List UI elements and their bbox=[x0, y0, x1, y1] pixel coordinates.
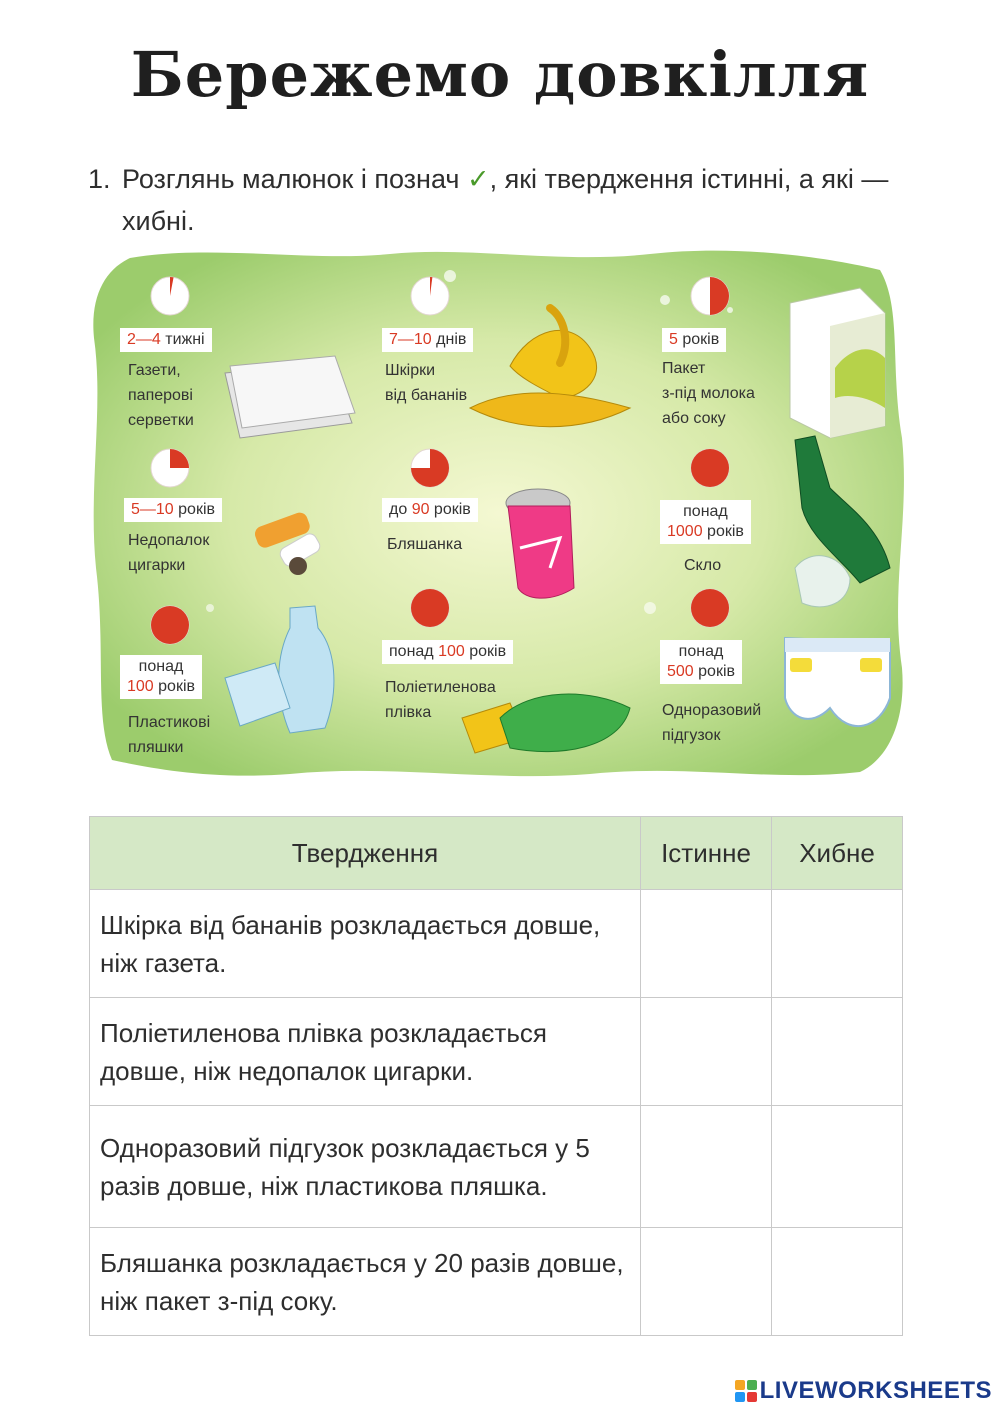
header-true: Істинне bbox=[641, 817, 772, 890]
diaper-icon bbox=[785, 638, 890, 726]
true-answer-cell[interactable] bbox=[641, 998, 772, 1106]
pie-fill bbox=[151, 606, 189, 644]
table-row bbox=[90, 890, 903, 998]
pie-fill bbox=[691, 449, 729, 487]
table-header-row bbox=[90, 817, 903, 890]
decomposition-pie bbox=[151, 449, 189, 487]
time-badge: понад 500 років bbox=[660, 640, 742, 684]
milk-carton-icon bbox=[790, 288, 885, 438]
decomposition-pie bbox=[411, 449, 449, 487]
true-answer-cell[interactable] bbox=[641, 890, 772, 998]
decomposition-pie bbox=[151, 606, 189, 644]
decomposition-pie bbox=[151, 277, 189, 315]
time-badge: 2—4 тижні bbox=[120, 328, 212, 352]
statement-text: Одноразовий підгузок розкладається у 5 разів довше, ніж пластикова пляшка. bbox=[90, 1106, 641, 1228]
statements-table bbox=[89, 816, 903, 1336]
false-answer-cell[interactable] bbox=[772, 1106, 903, 1228]
statement-text: Поліетиленова плівка розкладається довше, ніж недопалок цигарки. bbox=[90, 998, 641, 1106]
decomposition-pie bbox=[691, 589, 729, 627]
newspaper-icon bbox=[225, 356, 355, 438]
item-label: Шкірки від бананів bbox=[385, 362, 468, 404]
item-label: Пластикові пляшки bbox=[128, 714, 211, 756]
item-label: Скло bbox=[684, 557, 722, 574]
item-label: Одноразовий підгузок bbox=[662, 702, 762, 744]
logo-blocks-icon bbox=[735, 1380, 757, 1402]
table-row bbox=[90, 1228, 903, 1336]
header-false: Хибне bbox=[772, 817, 903, 890]
page-title: Бережемо довкілля bbox=[130, 38, 870, 111]
time-badge: 5—10 років bbox=[124, 498, 222, 522]
item-label: Недопалок цигарки bbox=[128, 532, 210, 574]
item-label: Поліетиленова плівка bbox=[385, 679, 496, 721]
task-instruction bbox=[88, 158, 918, 242]
true-answer-cell[interactable] bbox=[641, 1228, 772, 1336]
time-badge: 5 років bbox=[662, 328, 726, 352]
item-label: Газети, паперові серветки bbox=[128, 362, 194, 429]
statement-text: Бляшанка розкладається у 20 разів довше, ніж пакет з-під соку. bbox=[90, 1228, 641, 1336]
task-number: 1. bbox=[88, 164, 111, 194]
time-badge: понад 100 років bbox=[120, 655, 202, 699]
time-badge: до 90 років bbox=[382, 498, 478, 522]
pie-fill bbox=[691, 589, 729, 627]
liveworksheets-logo bbox=[735, 1376, 992, 1406]
decomposition-poster bbox=[90, 248, 905, 778]
decomposition-pie bbox=[691, 449, 729, 487]
decomposition-pie bbox=[691, 277, 729, 315]
false-answer-cell[interactable] bbox=[772, 1228, 903, 1336]
pie-fill bbox=[411, 589, 449, 627]
table-row bbox=[90, 1106, 903, 1228]
statement-text: Шкірка від бананів розкладається довше, ніж газета. bbox=[90, 890, 641, 998]
time-badge: понад 1000 років bbox=[660, 500, 751, 544]
item-label: Бляшанка bbox=[387, 536, 463, 553]
logo-text: LIVEWORKSHEETS bbox=[759, 1377, 992, 1404]
table-row bbox=[90, 998, 903, 1106]
header-statement: Твердження bbox=[90, 817, 641, 890]
checkmark-icon: ✓ bbox=[466, 164, 490, 194]
false-answer-cell[interactable] bbox=[772, 998, 903, 1106]
item-label: Пакет з-під молока або соку bbox=[662, 360, 755, 427]
decomposition-pie bbox=[411, 589, 449, 627]
time-badge: 7—10 днів bbox=[382, 328, 473, 352]
task-text: Розглянь малюнок і познач ✓, які твердження істинні, а які — хибні. bbox=[122, 164, 889, 236]
decomposition-pie bbox=[411, 277, 449, 315]
false-answer-cell[interactable] bbox=[772, 890, 903, 998]
time-badge: понад 100 років bbox=[382, 640, 513, 664]
true-answer-cell[interactable] bbox=[641, 1106, 772, 1228]
